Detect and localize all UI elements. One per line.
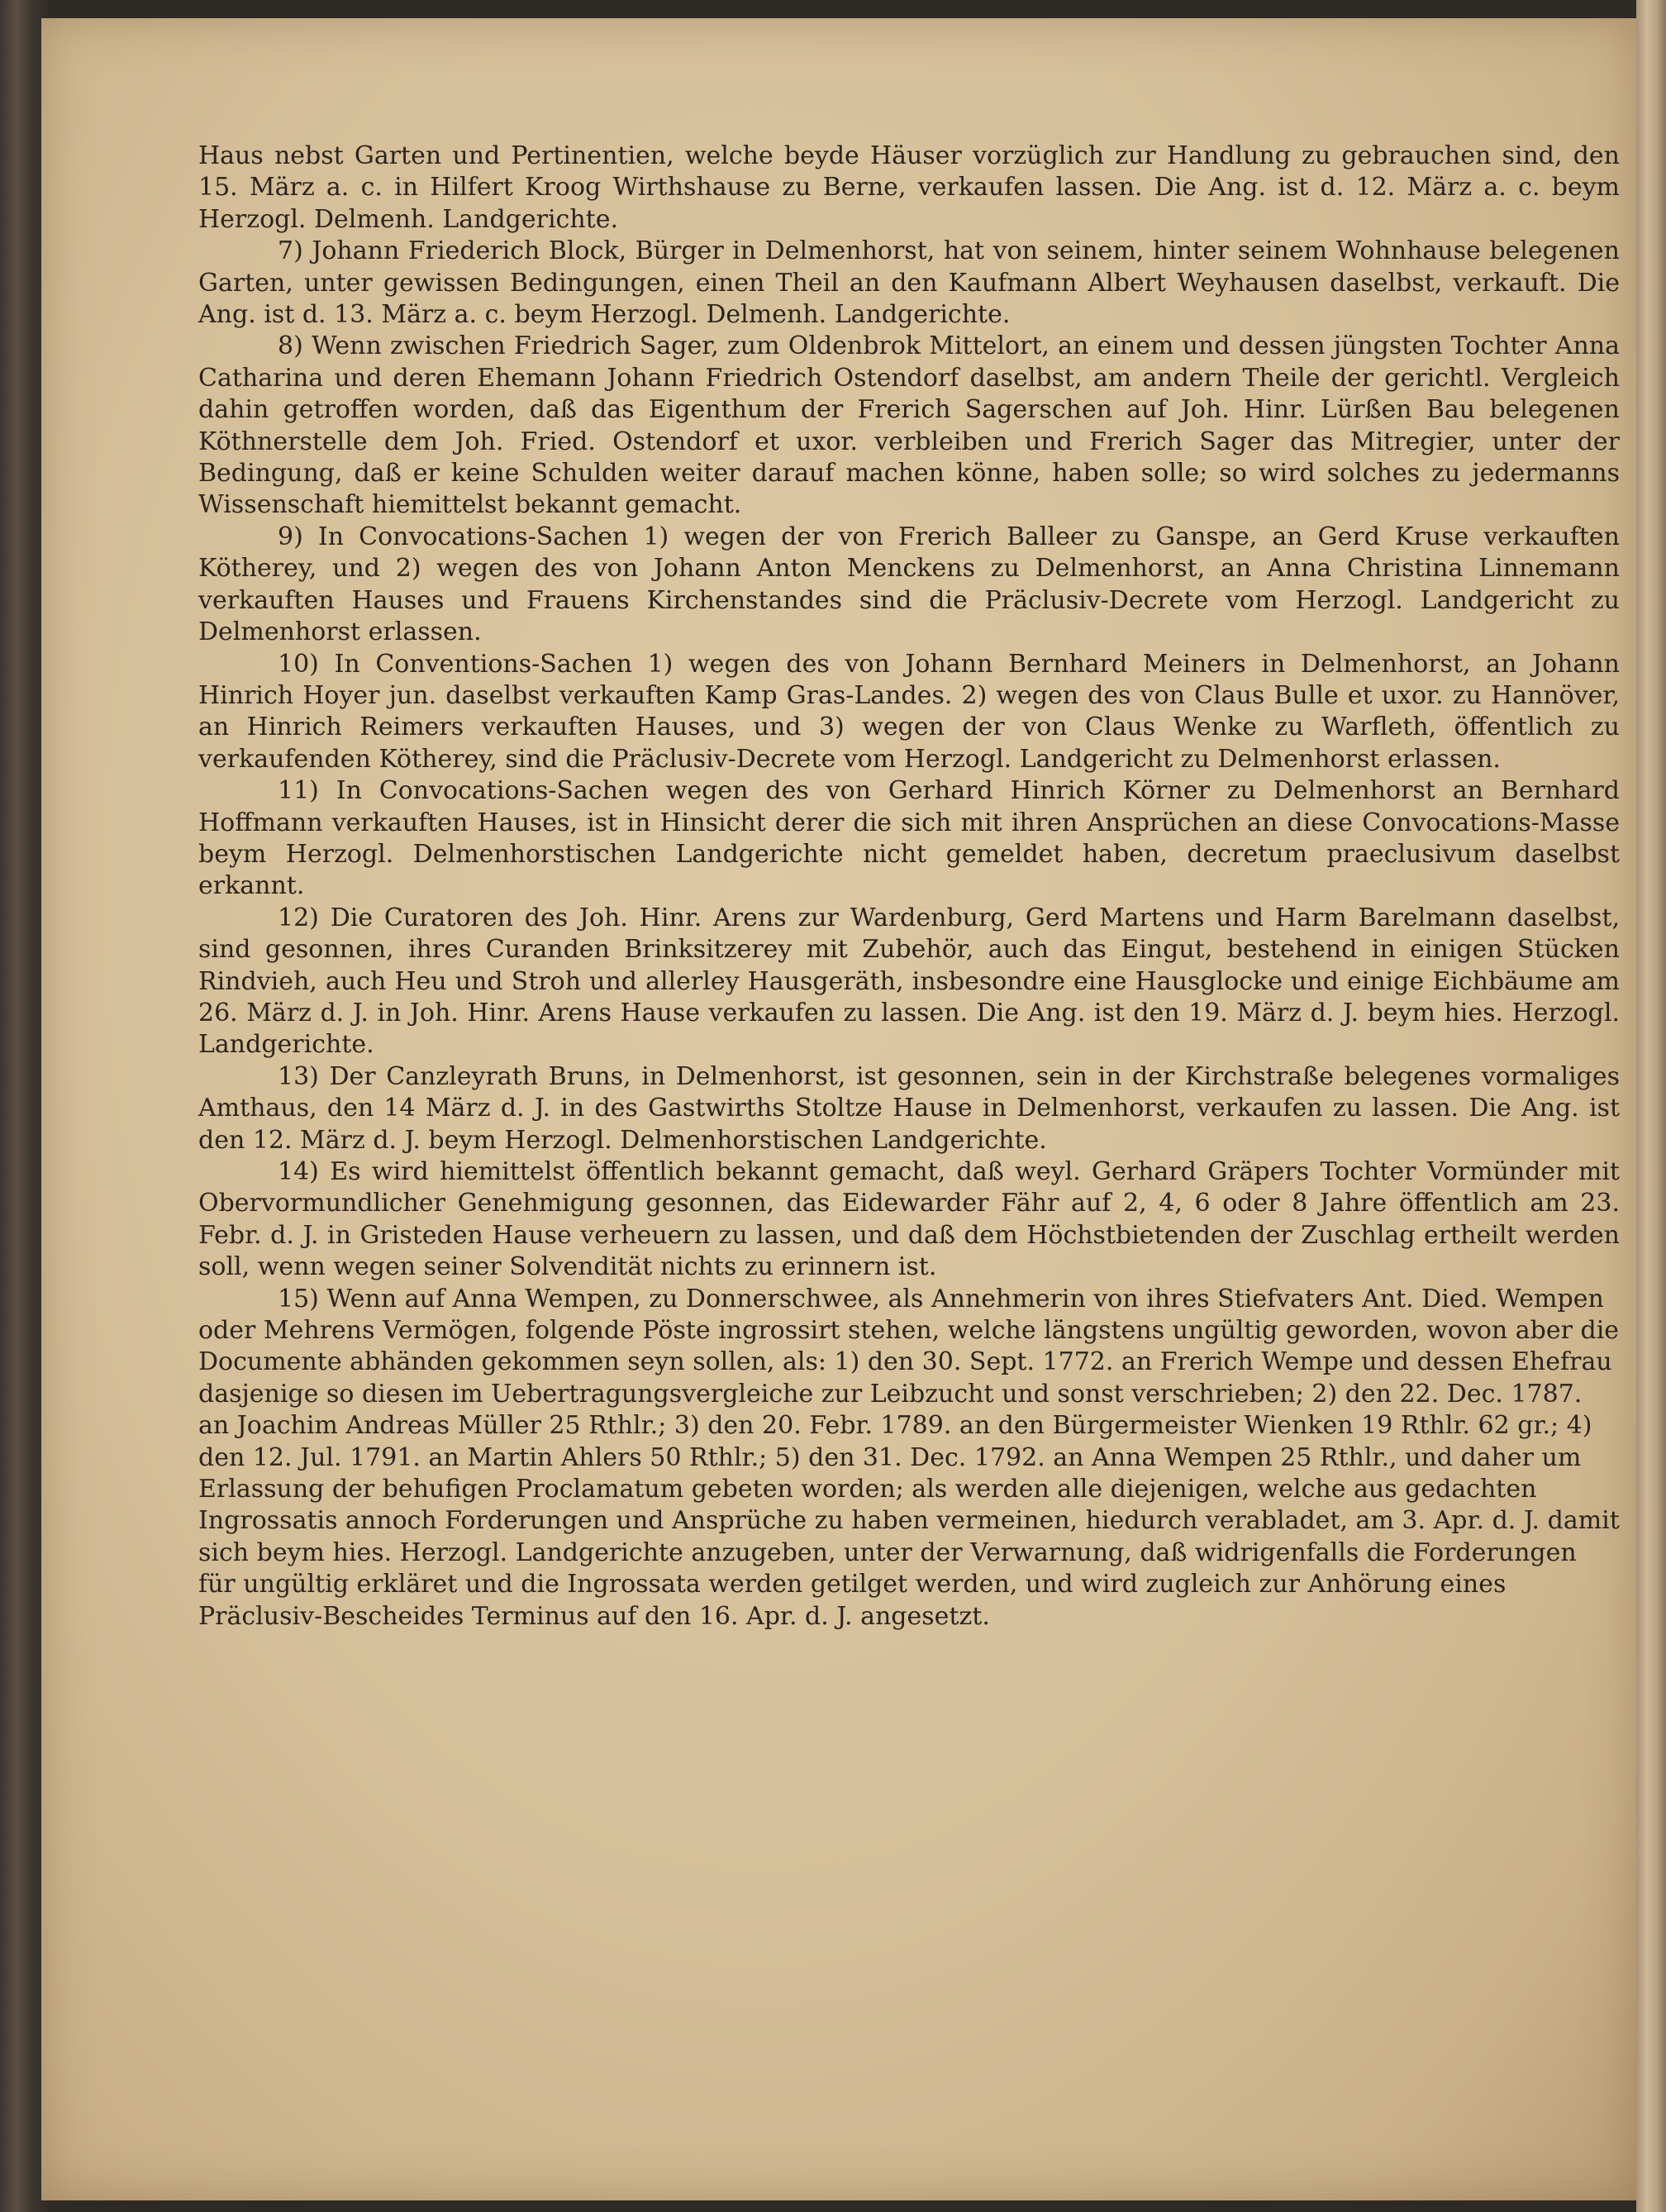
announcement-text: [198, 141, 1620, 1633]
paragraph-8: 8) Wenn zwischen Friedrich Sager, zum Oldenbrok Mittelort, an einem und dessen jüngsten Tochter Anna Catharina und deren Ehemann Johann Friedrich Ostendorf daselbst, am andern Theile der gerichtl. Vergleich dahin getroffen worden, daß das Eigenthum der Frerich Sagerschen auf Joh. Hinr. Lürßen Bau belegenen Köthnerstelle dem Joh. Fried. Ostendorf et uxor. verbleiben und Frerich Sager das Mitregier, unter der Bedingung, daß er keine Schulden weiter darauf machen könne, haben solle; so wird solches zu jedermanns Wissenschaft hiemittelst bekannt gemacht.: [198, 331, 1620, 520]
paragraph-11: 11) In Convocations-Sachen wegen des von Gerhard Hinrich Körner zu Delmenhorst an Bernhard Hoffmann verkauften Hauses, ist in Hinsicht derer die sich mit ihren Ansprüchen an diese Convocations-Masse beym Herzogl. Delmenhorstischen Landgerichte nicht gemeldet haben, decretum praeclusivum daselbst erkannt.: [198, 776, 1620, 901]
page-edge: [1636, 0, 1666, 2212]
paragraph-9: 9) In Convocations-Sachen 1) wegen der von Frerich Balleer zu Ganspe, an Gerd Kruse verkauften Kötherey, und 2) wegen des von Johann Anton Menckens zu Delmenhorst, an Anna Christina Linnemann verkauften Hauses und Frauens Kirchenstandes sind die Präclusiv-Decrete vom Herzogl. Landgericht zu Delmenhorst erlassen.: [198, 522, 1620, 647]
paragraph-10: 10) In Conventions-Sachen 1) wegen des von Johann Bernhard Meiners in Delmenhorst, an Johann Hinrich Hoyer jun. daselbst verkauften Kamp Gras-Landes. 2) wegen des von Claus Bulle et uxor. zu Hannöver, an Hinrich Reimers verkauften Hauses, und 3) wegen der von Claus Wenke zu Warfleth, öffentlich zu verkaufenden Kötherey, sind die Präclusiv-Decrete vom Herzogl. Landgericht zu Delmenhorst erlassen.: [198, 649, 1620, 774]
paragraph-15: 15) Wenn auf Anna Wempen, zu Donnerschwee, als Annehmerin von ihres Stiefvaters Ant. Died. Wempen oder Mehrens Vermögen, folgende Pöste ingrossirt stehen, welche längstens ungültig geworden, wovon aber die Documente abhänden gekommen seyn sollen, als: 1) den 30. Sept. 1772. an Frerich Wempe und dessen Ehefrau dasjenige so diesen im Uebertragungsvergleiche zur Leibzucht und sonst verschrieben; 2) den 22. Dec. 1787. an Joachim Andreas Müller 25 Rthlr.; 3) den 20. Febr. 1789. an den Bürgermeister Wienken 19 Rthlr. 62 gr.; 4) den 12. Jul. 1791. an Martin Ahlers 50 Rthlr.; 5) den 31. Dec. 1792. an Anna Wempen 25 Rthlr., und daher um Erlassung der behufigen Proclamatum gebeten worden; als werden alle diejenigen, welche aus gedachten Ingrossatis annoch Forderungen und Ansprüche zu haben vermeinen, hiedurch verabladet, am 3. Apr. d. J. damit sich beym hies. Herzogl. Landgerichte anzugeben, unter der Verwarnung, daß widrigenfalls die Forderungen für ungültig erkläret und die Ingrossata werden getilget werden, und wird zugleich zur Anhörung eines Präclusiv-Bescheides Terminus auf den 16. Apr. d. J. angesetzt.: [198, 1284, 1620, 1631]
paragraph-12: 12) Die Curatoren des Joh. Hinr. Arens zur Wardenburg, Gerd Martens und Harm Barelmann daselbst, sind gesonnen, ihres Curanden Brinksitzerey mit Zubehör, auch das Eingut, bestehend in einigen Stücken Rindvieh, auch Heu und Stroh und allerley Hausgeräth, insbesondre eine Hausglocke und einige Eichbäume am 26. März d. J. in Joh. Hinr. Arens Hause verkaufen zu lassen. Die Ang. ist den 19. März d. J. beym hies. Herzogl. Landgerichte.: [198, 903, 1620, 1060]
paragraph-7: 7) Johann Friederich Block, Bürger in Delmenhorst, hat von seinem, hinter seinem Wohnhause belegenen Garten, unter gewissen Bedingungen, einen Theil an den Kaufmann Albert Weyhausen daselbst, verkauft. Die Ang. ist d. 13. März a. c. beym Herzogl. Delmenh. Landgerichte.: [198, 236, 1620, 330]
paragraph-continuation: Haus nebst Garten und Pertinentien, welche beyde Häuser vorzüglich zur Handlung zu gebrauchen sind, den 15. März a. c. in Hilfert Kroog Wirthshause zu Berne, verkaufen lassen. Die Ang. ist d. 12. März a. c. beym Herzogl. Delmenh. Landgerichte.: [198, 141, 1620, 234]
paragraph-14: 14) Es wird hiemittelst öffentlich bekannt gemacht, daß weyl. Gerhard Gräpers Tochter Vormünder mit Obervormundlicher Genehmigung gesonnen, das Eidewarder Fähr auf 2, 4, 6 oder 8 Jahre öffentlich am 23. Febr. d. J. in Gristeden Hause verheuern zu lassen, und daß dem Höchstbietenden der Zuschlag ertheilt werden soll, wenn wegen seiner Solvendität nichts zu erinnern ist.: [198, 1157, 1620, 1282]
paragraph-13: 13) Der Canzleyrath Bruns, in Delmenhorst, ist gesonnen, sein in der Kirchstraße belegenes vormaliges Amthaus, den 14 März d. J. in des Gastwirths Stoltze Hause in Delmenhorst, verkaufen zu lassen. Die Ang. ist den 12. März d. J. beym Herzogl. Delmenhorstischen Landgerichte.: [198, 1061, 1620, 1155]
book-page: [41, 18, 1636, 2200]
